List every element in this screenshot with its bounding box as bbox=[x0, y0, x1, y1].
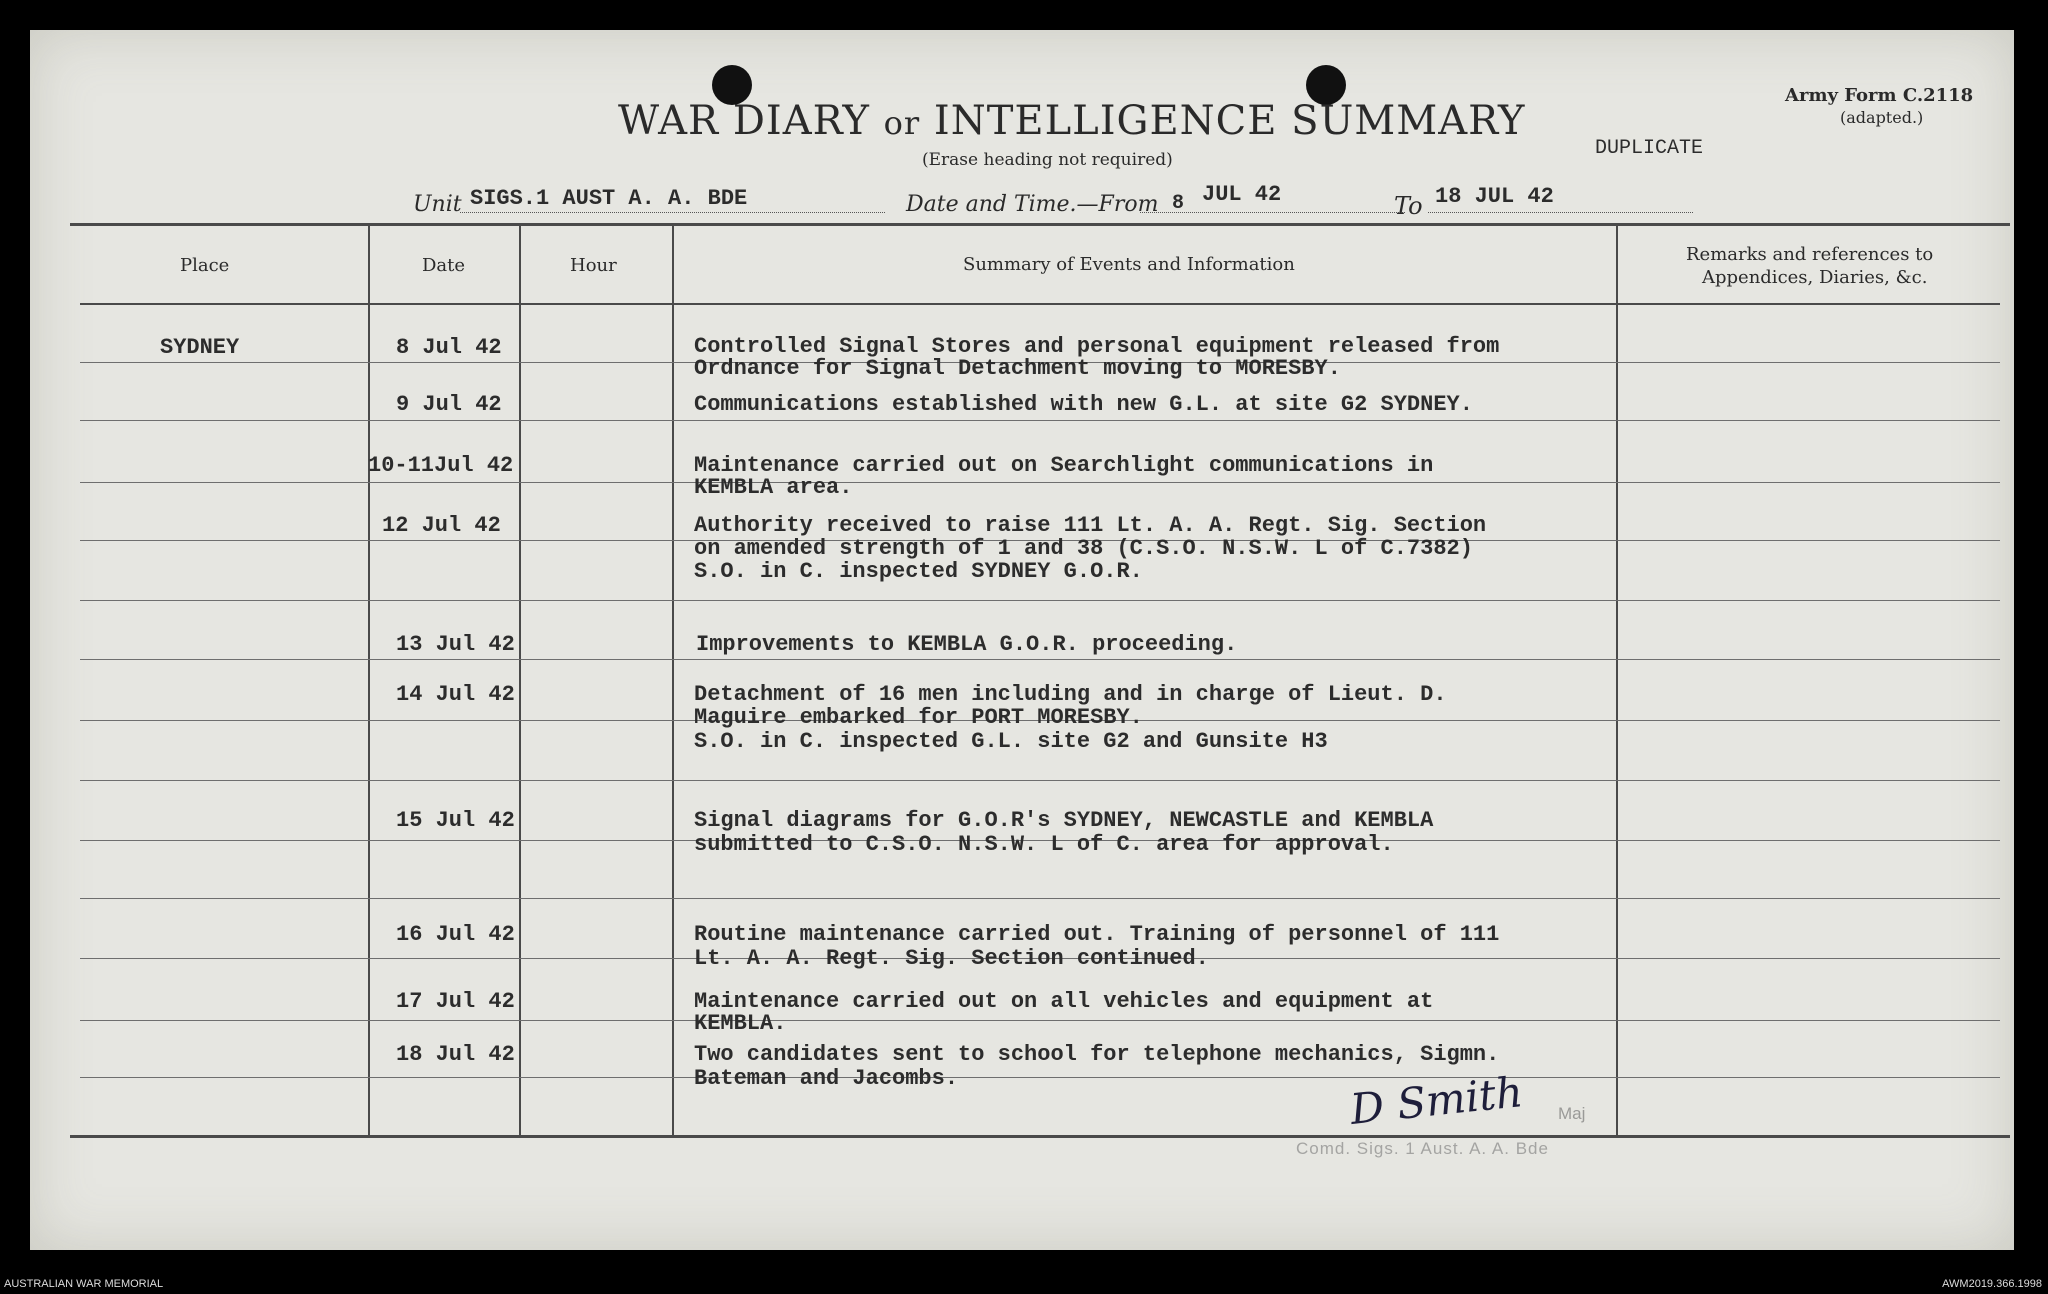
title-part1: WAR DIARY bbox=[618, 98, 870, 144]
entry-line: Maintenance carried out on all vehicles and equipment at bbox=[694, 989, 1434, 1014]
entry-date: 9 Jul 42 bbox=[396, 392, 502, 417]
entry-line: S.O. in C. inspected G.L. site G2 and Gunsite H3 bbox=[694, 729, 1328, 754]
from-value: JUL 42 bbox=[1202, 182, 1282, 207]
duplicate-mark: DUPLICATE bbox=[1595, 137, 1704, 160]
form-adapted: (adapted.) bbox=[1840, 108, 1924, 127]
col-header-remarks-line2: Appendices, Diaries, &c. bbox=[1702, 267, 1928, 288]
entry-date: 8 Jul 42 bbox=[396, 335, 502, 360]
row-rule bbox=[80, 898, 2000, 899]
unit-value: SIGS.1 AUST A. A. BDE bbox=[470, 186, 748, 211]
row-rule bbox=[80, 420, 2000, 421]
date-time-label: Date and Time.—From bbox=[906, 192, 1159, 217]
row-rule bbox=[80, 482, 2000, 483]
entry-line: Lt. A. A. Regt. Sig. Section continued. bbox=[694, 946, 1209, 971]
from-day: 8 bbox=[1172, 192, 1185, 215]
page-title bbox=[618, 98, 1525, 144]
row-rule bbox=[80, 659, 2000, 660]
entry-date: 10-11Jul 42 bbox=[368, 453, 514, 478]
entry-line: on amended strength of 1 and 38 (C.S.O. N.S.W. L of C.7382) bbox=[694, 536, 1473, 561]
footer-left: AUSTRALIAN WAR MEMORIAL bbox=[4, 1278, 164, 1290]
entry-date: 13 Jul 42 bbox=[396, 632, 515, 657]
title-part2: INTELLIGENCE SUMMARY bbox=[933, 98, 1526, 144]
entry-line: KEMBLA. bbox=[694, 1011, 787, 1036]
entry-line: Improvements to KEMBLA G.O.R. proceeding. bbox=[696, 632, 1238, 657]
unit-label: Unit bbox=[413, 192, 462, 217]
signature-stamp: Comd. Sigs. 1 Aust. A. A. Bde bbox=[1296, 1139, 1549, 1158]
entry-line: submitted to C.S.O. N.S.W. L of C. area for approval. bbox=[694, 832, 1394, 857]
entry-date: 14 Jul 42 bbox=[396, 682, 515, 707]
to-underline bbox=[1428, 212, 1693, 213]
to-value: 18 JUL 42 bbox=[1435, 184, 1554, 209]
row-rule bbox=[80, 600, 2000, 601]
diary-sheet bbox=[30, 30, 2014, 1250]
title-or: or bbox=[883, 104, 921, 142]
signature-rank: Maj bbox=[1558, 1104, 1586, 1123]
entry-line: Ordnance for Signal Detachment moving to MORESBY. bbox=[694, 356, 1341, 381]
col-header-place: Place bbox=[180, 255, 230, 276]
footer-right: AWM2019.366.1998 bbox=[1942, 1278, 2042, 1290]
row-rule bbox=[80, 1020, 2000, 1021]
entry-line: KEMBLA area. bbox=[694, 475, 853, 500]
entry-date: 18 Jul 42 bbox=[396, 1042, 515, 1067]
row-rule bbox=[80, 780, 2000, 781]
entry-line: Signal diagrams for G.O.R's SYDNEY, NEWCASTLE and KEMBLA bbox=[694, 808, 1434, 833]
to-label: To bbox=[1394, 192, 1423, 220]
entry-line: Maintenance carried out on Searchlight communications in bbox=[694, 453, 1434, 478]
row-rule bbox=[80, 1077, 2000, 1078]
entry-date: 12 Jul 42 bbox=[382, 513, 501, 538]
col-header-summary: Summary of Events and Information bbox=[963, 254, 1295, 275]
signature: D Smith bbox=[1347, 1067, 1526, 1134]
col-header-hour: Hour bbox=[570, 255, 617, 276]
unit-underline bbox=[460, 212, 885, 213]
table-top-border bbox=[70, 223, 2010, 226]
entry-line: Communications established with new G.L. at site G2 SYDNEY. bbox=[694, 392, 1473, 417]
entry-line: Maguire embarked for PORT MORESBY. bbox=[694, 705, 1143, 730]
entry-line: Detachment of 16 men including and in charge of Lieut. D. bbox=[694, 682, 1447, 707]
entry-line: Two candidates sent to school for telephone mechanics, Sigmn. bbox=[694, 1042, 1500, 1067]
entry-line: Bateman and Jacombs. bbox=[694, 1066, 959, 1091]
entry-date: 17 Jul 42 bbox=[396, 989, 515, 1014]
table-bottom-border bbox=[70, 1135, 2010, 1138]
col-header-remarks-line1: Remarks and references to bbox=[1686, 244, 1934, 265]
col-header-date: Date bbox=[422, 255, 466, 276]
entry-line: S.O. in C. inspected SYDNEY G.O.R. bbox=[694, 559, 1143, 584]
subtitle: (Erase heading not required) bbox=[922, 150, 1173, 170]
entry-date: 16 Jul 42 bbox=[396, 922, 515, 947]
entry-place: SYDNEY bbox=[160, 335, 240, 360]
entry-line: Controlled Signal Stores and personal equipment released from bbox=[694, 334, 1500, 359]
entry-line: Routine maintenance carried out. Training of personnel of 111 bbox=[694, 922, 1500, 947]
entry-line: Authority received to raise 111 Lt. A. A. Regt. Sig. Section bbox=[694, 513, 1487, 538]
form-number: Army Form C.2118 bbox=[1785, 85, 1974, 106]
entry-date: 15 Jul 42 bbox=[396, 808, 515, 833]
